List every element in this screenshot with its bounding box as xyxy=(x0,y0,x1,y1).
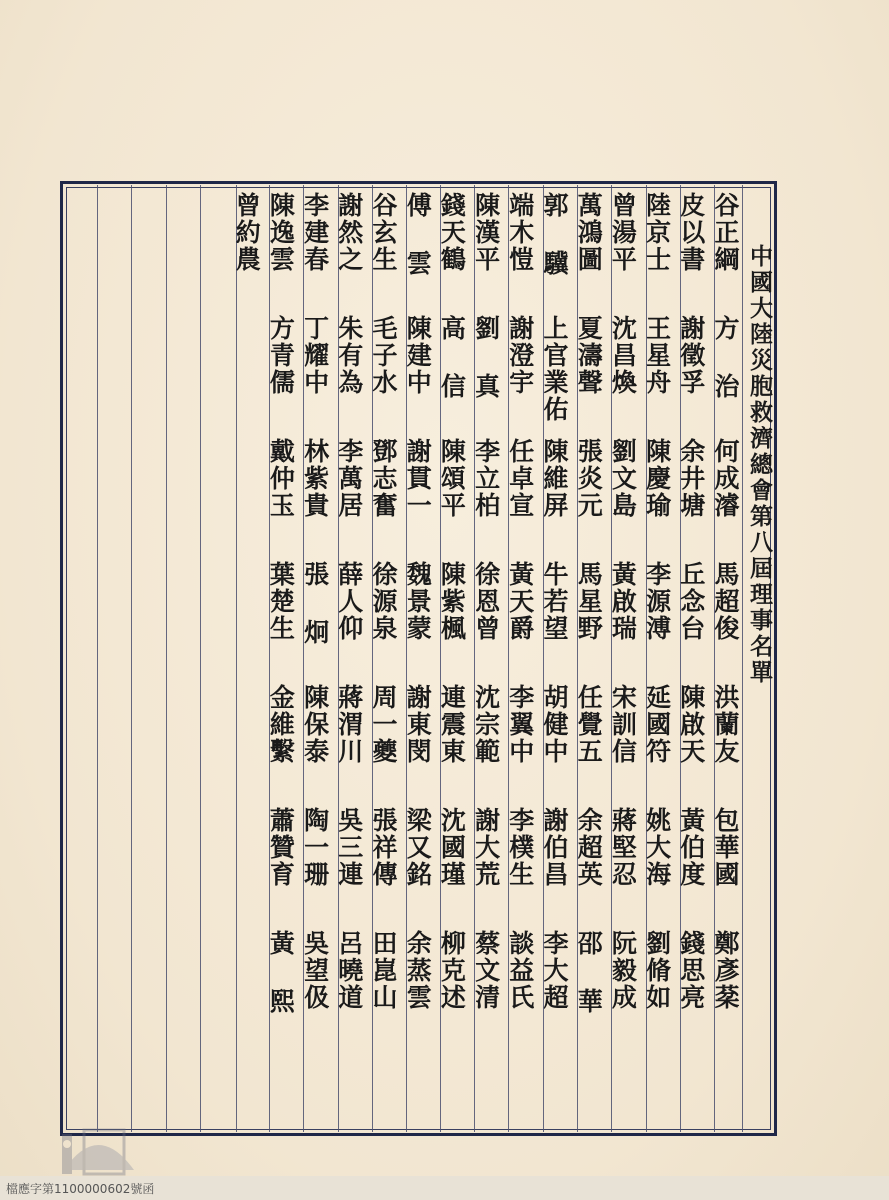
member-name: 薛人仰 xyxy=(334,561,364,642)
member-name: 任卓宣 xyxy=(505,438,535,519)
member-name: 方青儒 xyxy=(266,315,296,396)
member-name: 黃 熙 xyxy=(266,930,296,1015)
member-name: 黃啟瑞 xyxy=(608,561,638,642)
member-name: 謝東閔 xyxy=(403,684,433,765)
member-name: 夏濤聲 xyxy=(574,315,604,396)
member-name: 陳逸雲 xyxy=(266,192,296,273)
member-name: 李大超 xyxy=(540,930,569,1011)
member-name: 陳建中 xyxy=(403,315,433,396)
member-name: 錢思亮 xyxy=(676,930,706,1011)
member-name: 傅 雲 xyxy=(403,192,433,277)
member-name: 胡健中 xyxy=(540,684,569,765)
member-name: 姚大海 xyxy=(642,807,672,888)
member-name: 陳頌平 xyxy=(437,438,467,519)
member-name: 洪蘭友 xyxy=(711,684,740,765)
member-name: 徐源泉 xyxy=(369,561,398,642)
member-name: 高 信 xyxy=(437,315,467,400)
member-name: 阮毅成 xyxy=(608,930,638,1011)
member-name: 魏景蒙 xyxy=(403,561,433,642)
member-name: 謝徵孚 xyxy=(676,315,706,396)
member-name: 谷玄生 xyxy=(369,192,398,273)
member-name: 陳漢平 xyxy=(471,192,501,273)
member-name: 余井塘 xyxy=(676,438,706,519)
member-name: 張祥傳 xyxy=(369,807,398,888)
member-name: 蔣渭川 xyxy=(334,684,364,765)
member-name: 徐恩曾 xyxy=(471,561,501,642)
member-name: 梁又銘 xyxy=(403,807,433,888)
member-name: 蕭贊育 xyxy=(266,807,296,888)
member-name: 何成濬 xyxy=(711,438,740,519)
member-name: 曾約農 xyxy=(232,192,262,273)
member-name: 沈昌煥 xyxy=(608,315,638,396)
member-name: 皮以書 xyxy=(676,192,706,273)
member-name: 張炎元 xyxy=(574,438,604,519)
member-name: 李翼中 xyxy=(505,684,535,765)
member-name: 邵 華 xyxy=(574,930,604,1015)
member-name: 李立柏 xyxy=(471,438,501,519)
member-name: 劉文島 xyxy=(608,438,638,519)
member-name: 任覺五 xyxy=(574,684,604,765)
member-name: 劉脩如 xyxy=(642,930,672,1011)
member-name: 吳三連 xyxy=(334,807,364,888)
member-name: 戴仲玉 xyxy=(266,438,296,519)
member-name: 談益氏 xyxy=(505,930,535,1011)
member-name: 毛子水 xyxy=(369,315,398,396)
member-name: 延國符 xyxy=(642,684,672,765)
member-name: 呂曉道 xyxy=(334,930,364,1011)
member-name: 余蒸雲 xyxy=(403,930,433,1011)
member-name: 沈宗範 xyxy=(471,684,501,765)
member-name: 林紫貴 xyxy=(300,438,330,519)
archive-footer xyxy=(0,1176,889,1200)
member-name: 牛若望 xyxy=(540,561,569,642)
member-name: 陳啟天 xyxy=(676,684,706,765)
member-name: 柳克述 xyxy=(437,930,467,1011)
archive-logo-icon xyxy=(54,1100,142,1180)
member-name: 陳維屏 xyxy=(540,438,569,519)
member-name: 曾湯平 xyxy=(608,192,638,273)
column-rule xyxy=(131,185,132,1132)
member-name: 李萬居 xyxy=(334,438,364,519)
member-name: 宋訓信 xyxy=(608,684,638,765)
member-name: 鄭彥棻 xyxy=(711,930,740,1011)
member-name: 丁耀中 xyxy=(300,315,330,396)
member-name: 謝貫一 xyxy=(403,438,433,519)
member-name: 李源溥 xyxy=(642,561,672,642)
member-name: 朱有為 xyxy=(334,315,364,396)
member-name: 方 治 xyxy=(711,315,740,400)
member-name: 蔡文清 xyxy=(471,930,501,1011)
member-name: 葉楚生 xyxy=(266,561,296,642)
column-rule xyxy=(166,185,167,1132)
member-name: 端木愷 xyxy=(505,192,535,273)
column-rule xyxy=(200,185,201,1132)
member-name: 上官業佑 xyxy=(540,315,569,423)
member-name: 吳望伋 xyxy=(300,930,330,1011)
column-rule xyxy=(236,185,237,1132)
member-name: 謝澄宇 xyxy=(505,315,535,396)
member-name: 張 炯 xyxy=(300,561,330,646)
member-name: 周一夔 xyxy=(369,684,398,765)
member-name: 鄧志奮 xyxy=(369,438,398,519)
member-name: 田崑山 xyxy=(369,930,398,1011)
member-name: 錢天鶴 xyxy=(437,192,467,273)
member-name: 萬鴻圖 xyxy=(574,192,604,273)
member-name: 劉 真 xyxy=(471,315,501,400)
member-name: 黃天爵 xyxy=(505,561,535,642)
member-name: 谷正綱 xyxy=(711,192,740,273)
document-title: 中國大陸災胞救濟總會第八屆理事名單 xyxy=(746,244,773,686)
column-rule xyxy=(97,185,98,1132)
member-name: 連震東 xyxy=(437,684,467,765)
member-name: 李建春 xyxy=(300,192,330,273)
member-name: 丘念台 xyxy=(676,561,706,642)
member-name: 馬星野 xyxy=(574,561,604,642)
member-name: 馬超俊 xyxy=(711,561,740,642)
archive-id: 檔應字第1100000602號函 xyxy=(6,1182,155,1196)
member-name: 蔣堅忍 xyxy=(608,807,638,888)
member-name: 謝然之 xyxy=(334,192,364,273)
member-name: 李樸生 xyxy=(505,807,535,888)
member-name: 黃伯度 xyxy=(676,807,706,888)
member-name: 金維繫 xyxy=(266,684,296,765)
member-name: 謝大荒 xyxy=(471,807,501,888)
member-name: 陳保泰 xyxy=(300,684,330,765)
member-name: 余超英 xyxy=(574,807,604,888)
member-name: 沈國瑾 xyxy=(437,807,467,888)
member-name: 包華國 xyxy=(711,807,740,888)
member-name: 陶一珊 xyxy=(300,807,330,888)
member-name: 陳紫楓 xyxy=(437,561,467,642)
member-name: 郭 驥 xyxy=(540,192,569,277)
member-name: 陳慶瑜 xyxy=(642,438,672,519)
member-name: 王星舟 xyxy=(642,315,672,396)
member-name: 陸京士 xyxy=(642,192,672,273)
member-name: 謝伯昌 xyxy=(540,807,569,888)
